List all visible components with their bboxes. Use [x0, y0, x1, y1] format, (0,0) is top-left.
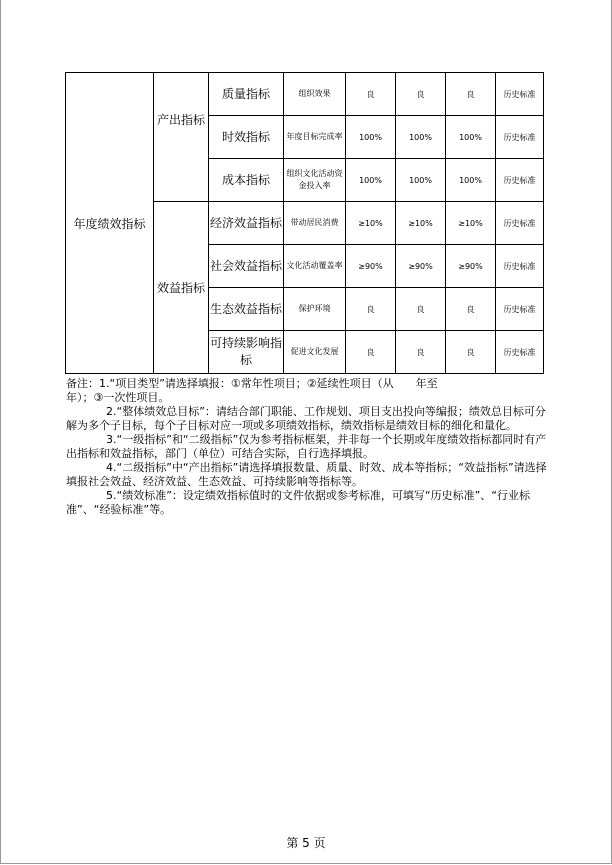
value-cell: 100%: [446, 116, 496, 159]
value-cell: 良: [446, 73, 496, 116]
value-cell: 良: [346, 73, 396, 116]
value-cell: 100%: [396, 116, 446, 159]
value-cell: 100%: [446, 159, 496, 202]
level3-cell: 质量指标: [209, 73, 284, 116]
value-cell: 100%: [346, 116, 396, 159]
value-cell: 良: [396, 331, 446, 374]
value-cell: 良: [346, 331, 396, 374]
note-1: 备注：1.“项目类型”请选择填报：①常年性项目；②延续性项目（从 年至: [66, 377, 438, 390]
indicator-name-cell: 保护环境: [284, 288, 346, 331]
indicator-name-cell: 组织效果: [284, 73, 346, 116]
note-4: 4.“二级指标”中“产出指标”请选择填报数量、质量、时效、成本等指标；“效益指标”请选择填报社会效益、经济效益、生态效益、可持续影响等指标等。: [66, 461, 547, 488]
indicator-name-cell: 组织文化活动资金投入率: [284, 159, 346, 202]
value-cell: 100%: [396, 159, 446, 202]
standard-cell: 历史标准: [496, 73, 544, 116]
note-3: 3.“一级指标”和“二级指标”仅为参考指标框架，并非每一个长期或年度绩效指标都同时有产出指标和效益指标，部门（单位）可结合实际，自行选择填报。: [66, 433, 547, 460]
level3-cell: 生态效益指标: [209, 288, 284, 331]
level1-cell: 年度绩效指标: [66, 73, 154, 374]
value-cell: ≥90%: [346, 245, 396, 288]
note-2: 2.“整体绩效总目标”：请结合部门职能、工作规划、项目支出投向等编报；绩效总目标可分解为多个子目标，每个子目标对应一项或多项绩效指标，绩效指标是绩效目标的细化和量化。: [66, 405, 546, 432]
value-cell: 良: [346, 288, 396, 331]
value-cell: 良: [446, 331, 496, 374]
level3-cell: 时效指标: [209, 116, 284, 159]
output-indicator-cell: 产出指标: [154, 73, 209, 202]
standard-cell: 历史标准: [496, 159, 544, 202]
value-cell: ≥10%: [446, 202, 496, 245]
value-cell: ≥90%: [396, 245, 446, 288]
standard-cell: 历史标准: [496, 288, 544, 331]
indicator-name-cell: 促进文化发展: [284, 331, 346, 374]
indicator-name-cell: 带动居民消费: [284, 202, 346, 245]
table-row: [66, 73, 544, 116]
value-cell: 良: [396, 73, 446, 116]
standard-cell: 历史标准: [496, 331, 544, 374]
performance-indicator-table: [65, 72, 544, 374]
value-cell: ≥10%: [396, 202, 446, 245]
note-1-continued: 年）；③一次性项目。: [66, 391, 170, 404]
standard-cell: 历史标准: [496, 245, 544, 288]
notes-section: [66, 377, 552, 517]
value-cell: 良: [446, 288, 496, 331]
value-cell: 良: [396, 288, 446, 331]
benefit-indicator-cell: 效益指标: [154, 202, 209, 374]
indicator-name-cell: 文化活动覆盖率: [284, 245, 346, 288]
note-5: 5.“绩效标准”：设定绩效指标值时的文件依据或参考标准，可填写“历史标准”、“行业标准”、“经验标准”等。: [66, 489, 530, 516]
value-cell: 100%: [346, 159, 396, 202]
indicator-name-cell: 年度目标完成率: [284, 116, 346, 159]
standard-cell: 历史标准: [496, 116, 544, 159]
level3-cell: 经济效益指标: [209, 202, 284, 245]
page-number: 第 5 页: [286, 836, 326, 850]
value-cell: ≥10%: [346, 202, 396, 245]
standard-cell: 历史标准: [496, 202, 544, 245]
level3-cell: 成本指标: [209, 159, 284, 202]
value-cell: ≥90%: [446, 245, 496, 288]
level3-cell: 可持续影响指标: [209, 331, 284, 374]
level3-cell: 社会效益指标: [209, 245, 284, 288]
